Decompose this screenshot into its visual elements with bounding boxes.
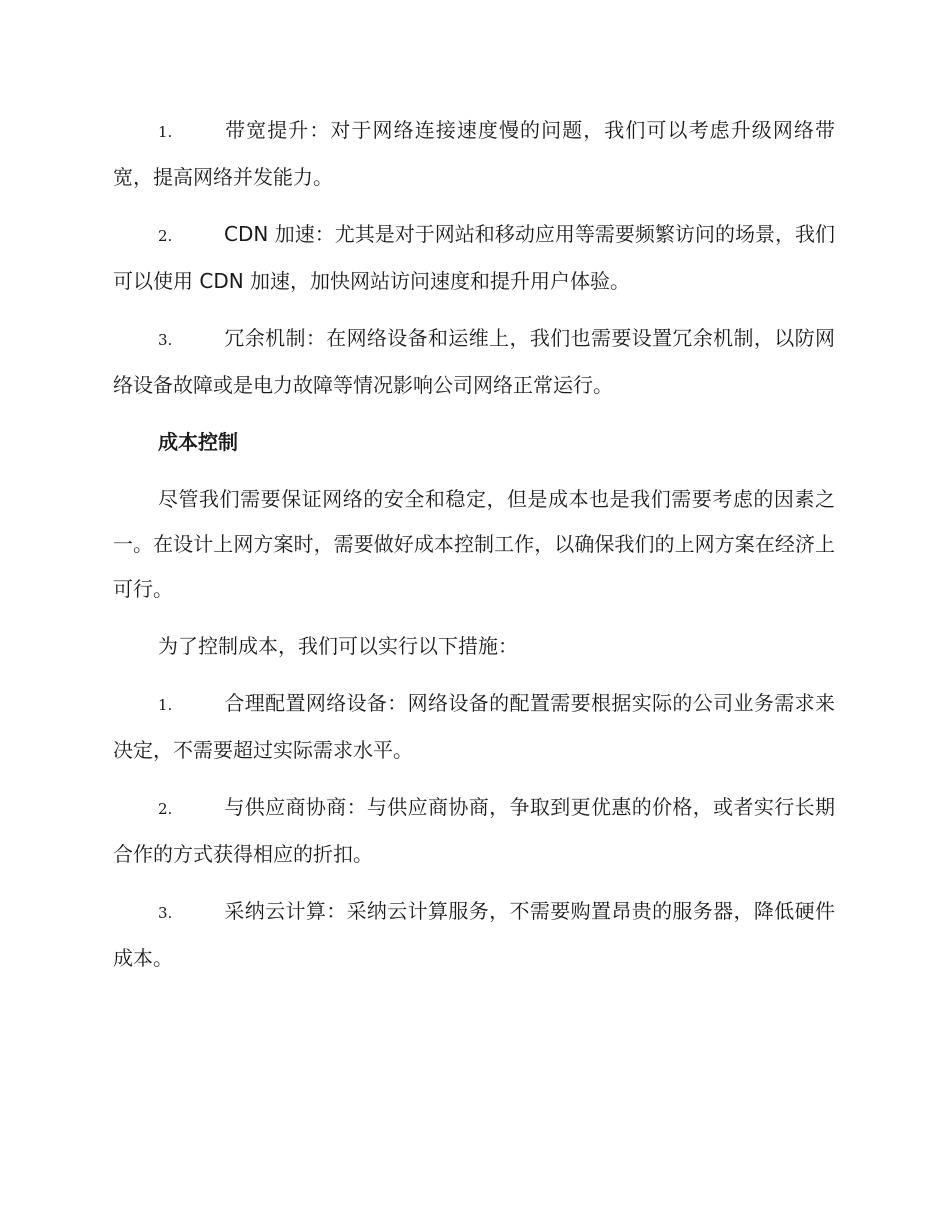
list-item-text: 冗余机制：在网络设备和运维上，我们也需要设置冗余机制，以防网络设备故障或是电力故障等情况影响公司网络正常运行。 [113, 326, 835, 397]
list-item [113, 889, 835, 981]
list-item-text: 合理配置网络设备：网络设备的配置需要根据实际的公司业务需求来决定，不需要超过实际需求水平。 [113, 691, 835, 762]
list-number: 1. [158, 696, 173, 714]
list-number: 2. [158, 227, 173, 245]
paragraph: 尽管我们需要保证网络的安全和稳定，但是成本也是我们需要考虑的因素之一。在设计上网方案时，需要做好成本控制工作，以确保我们的上网方案在经济上可行。 [113, 487, 835, 601]
list-number: 1. [158, 123, 173, 141]
list-item-text: 采纳云计算：采纳云计算服务，不需要购置昂贵的服务器，降低硬件成本。 [113, 899, 835, 970]
paragraph: 为了控制成本，我们可以实行以下措施： [158, 634, 518, 658]
section-heading: 成本控制 [158, 430, 238, 454]
list-number: 3. [158, 904, 173, 922]
document-page [113, 108, 835, 993]
list-item-text: CDN 加速：尤其是对于网站和移动应用等需要频繁访问的场景，我们可以使用 CDN 加速，加快网站访问速度和提升用户体验。 [113, 222, 835, 293]
list-item [113, 108, 835, 200]
list-number: 2. [158, 800, 173, 818]
list-item-text: 带宽提升：对于网络连接速度慢的问题，我们可以考虑升级网络带宽，提高网络并发能力。 [113, 118, 835, 189]
list-number: 3. [158, 331, 173, 349]
list-item [113, 316, 835, 408]
list-item-text: 与供应商协商：与供应商协商，争取到更优惠的价格，或者实行长期合作的方式获得相应的折扣。 [113, 795, 835, 866]
list-item [113, 212, 835, 304]
list-item [113, 785, 835, 877]
list-item [113, 681, 835, 773]
